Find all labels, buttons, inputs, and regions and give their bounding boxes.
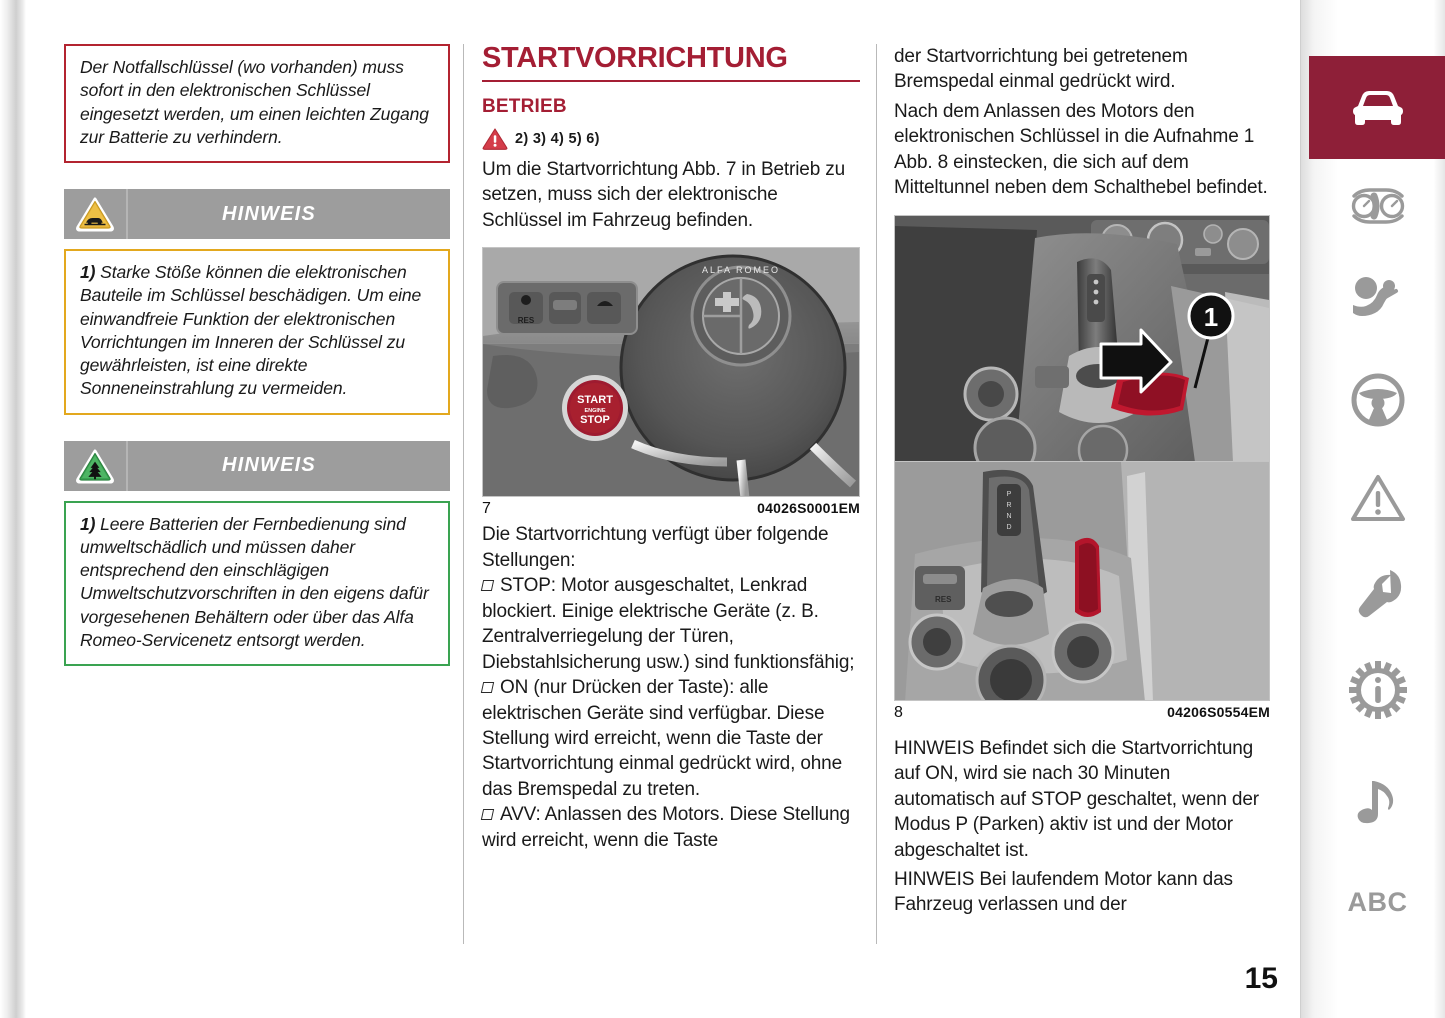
sidebar-item-technical-info[interactable]	[1309, 654, 1445, 726]
svg-text:D: D	[1006, 523, 1012, 531]
sidebar-item-vehicle[interactable]	[1309, 56, 1445, 159]
svg-text:RES: RES	[935, 594, 952, 604]
sidebar-item-warnings[interactable]	[1309, 462, 1445, 534]
warning-triangle-red-icon	[482, 127, 508, 151]
figure-8-number: 8	[894, 703, 903, 721]
bullet-text-avv: AVV: Anlassen des Motors. Diese Stellung wird erreicht, wenn die Taste	[482, 804, 850, 851]
column-divider-1	[463, 44, 464, 944]
figure-8-image-bottom	[894, 461, 1270, 701]
figure-8-code: 04206S0554EM	[1167, 703, 1270, 720]
hinweis-banner-2	[64, 441, 450, 491]
notice-marker-2: 1)	[80, 513, 96, 534]
svg-text:RES: RES	[517, 316, 535, 326]
svg-text:N: N	[1006, 512, 1012, 520]
bullet-square-icon	[481, 682, 494, 693]
continuation-paragraph-2: Nach dem Anlassen des Motors den elektronischen Schlüssel in die Aufnahme 1 Abb. 8 einstecken, die sich auf dem Mitteltunnel neben dem Schalthebel befindet.	[894, 100, 1268, 199]
notice-box-1	[64, 249, 450, 415]
abc-index-icon: ABC	[1347, 886, 1408, 917]
svg-text:R: R	[1006, 501, 1012, 509]
notice-box-2	[64, 501, 450, 667]
middle-column	[482, 44, 860, 853]
figure-7-code: 04026S0001EM	[757, 500, 860, 517]
sidebar-item-steering[interactable]	[1309, 364, 1445, 436]
bullet-square-icon	[481, 580, 494, 591]
figure-7-caption	[482, 500, 860, 518]
svg-text:P: P	[1006, 490, 1012, 498]
section-subtitle: BETRIEB	[482, 96, 567, 117]
hinweis-label-2: HINWEIS	[222, 454, 316, 477]
wrench-icon	[1350, 566, 1406, 622]
hinweis-paragraph-2: HINWEIS Bei laufendem Motor kann das Fahrzeug verlassen und der	[894, 868, 1233, 916]
figure-8-image-top	[894, 215, 1270, 461]
emergency-key-warning-box	[64, 44, 450, 163]
notice-text-1: Starke Stöße können die elektronischen Bauteile im Schlüssel beschädigen. Um eine einwandfreie Funktion der elektronischen Vorrichtungen im Inneren der Schlüssel zu gewährleisten, ist eine direkte Sonneneinstrahlung zu vermeiden.	[80, 262, 422, 399]
notice-marker-1: 1)	[80, 262, 96, 283]
airbag-safety-icon	[1348, 275, 1408, 325]
car-front-icon	[1343, 85, 1413, 131]
bullet-item-stop	[482, 573, 860, 675]
continuation-paragraph-1: der Startvorrichtung bei getretenem Bremspedal einmal gedrückt wird.	[894, 46, 1188, 93]
emergency-key-warning-text: Der Notfallschlüssel (wo vorhanden) muss sofort in den elektronischen Schlüssel eingesetzt werden, um einen leichten Zugang zur Batterie zu verhindern.	[80, 57, 429, 147]
page-title: STARTVORRICHTUNG	[482, 44, 860, 82]
sidebar-item-instruments[interactable]	[1309, 170, 1445, 242]
figure-7-number: 7	[482, 500, 491, 518]
figure-7	[482, 247, 860, 518]
sidebar-item-maintenance[interactable]	[1309, 558, 1445, 630]
tree-environment-triangle-icon	[64, 441, 128, 491]
right-column	[894, 44, 1270, 918]
bullet-text-on: ON (nur Drücken der Taste): alle elektrischen Geräte sind verfügbar. Diese Stellung wird erreicht, wenn die Taste der Startvorrichtung einmal gedrückt wird, ohne das Bremspedal zu treten.	[482, 677, 843, 800]
svg-text:1: 1	[1203, 301, 1219, 332]
figure-8	[894, 215, 1270, 722]
svg-text:STOP: STOP	[580, 414, 610, 427]
bullet-text-stop: STOP: Motor ausgeschaltet, Lenkrad blockiert. Einige elektrische Geräte (z. B. Zentralverriegelung der Türen, Diebstahlsicherung usw.) sind funktionsfähig;	[482, 575, 855, 673]
bullet-square-icon	[481, 809, 494, 820]
sidebar-item-index[interactable]	[1309, 866, 1445, 938]
page-number: 15	[1244, 962, 1278, 995]
sidebar-item-safety[interactable]	[1309, 264, 1445, 336]
left-column	[64, 44, 450, 666]
figure-7-image	[482, 247, 860, 497]
notice-text-2: Leere Batterien der Fernbedienung sind umweltschädlich und müssen daher entsprechend den einschlägigen Umweltschutzvorschriften in den eigens dafür vorgesehenen Behältern oder über das Alfa Romeo-Servicenetz entsorgt werden.	[80, 513, 429, 650]
svg-text:START: START	[577, 394, 613, 407]
gear-info-icon	[1349, 661, 1407, 719]
car-on-slope-triangle-icon	[64, 189, 128, 239]
figure-8-caption	[894, 704, 1270, 722]
music-note-icon	[1356, 775, 1400, 829]
hinweis-banner-1	[64, 189, 450, 239]
steering-wheel-icon	[1350, 372, 1406, 428]
bullet-item-on	[482, 675, 860, 802]
instrument-cluster-icon	[1346, 184, 1410, 228]
sidebar-item-multimedia[interactable]	[1309, 766, 1445, 838]
note-refs-text: 2) 3) 4) 5) 6)	[515, 131, 600, 147]
hinweis-paragraph-1: HINWEIS Befindet sich die Startvorrichtung auf ON, wird sie nach 30 Minuten automatisch auf STOP geschaltet, wenn der Modus P (Parken) aktiv ist und der Motor abgeschaltet ist.	[894, 737, 1259, 861]
column-divider-2	[876, 44, 877, 944]
positions-intro-paragraph: Die Startvorrichtung verfügt über folgende Stellungen:	[482, 524, 829, 571]
bullet-item-avv	[482, 802, 860, 853]
svg-text:ALFA ROMEO: ALFA ROMEO	[701, 265, 781, 276]
intro-paragraph: Um die Startvorrichtung Abb. 7 in Betrieb zu setzen, muss sich der elektronische Schlüssel im Fahrzeug befinden.	[482, 159, 846, 231]
svg-text:ENGINE: ENGINE	[584, 408, 606, 415]
note-references	[482, 127, 860, 151]
page-binding-edge	[0, 0, 26, 1018]
chapter-sidebar	[1300, 0, 1445, 1018]
hinweis-label-1: HINWEIS	[222, 202, 316, 225]
warning-triangle-icon	[1349, 472, 1407, 524]
